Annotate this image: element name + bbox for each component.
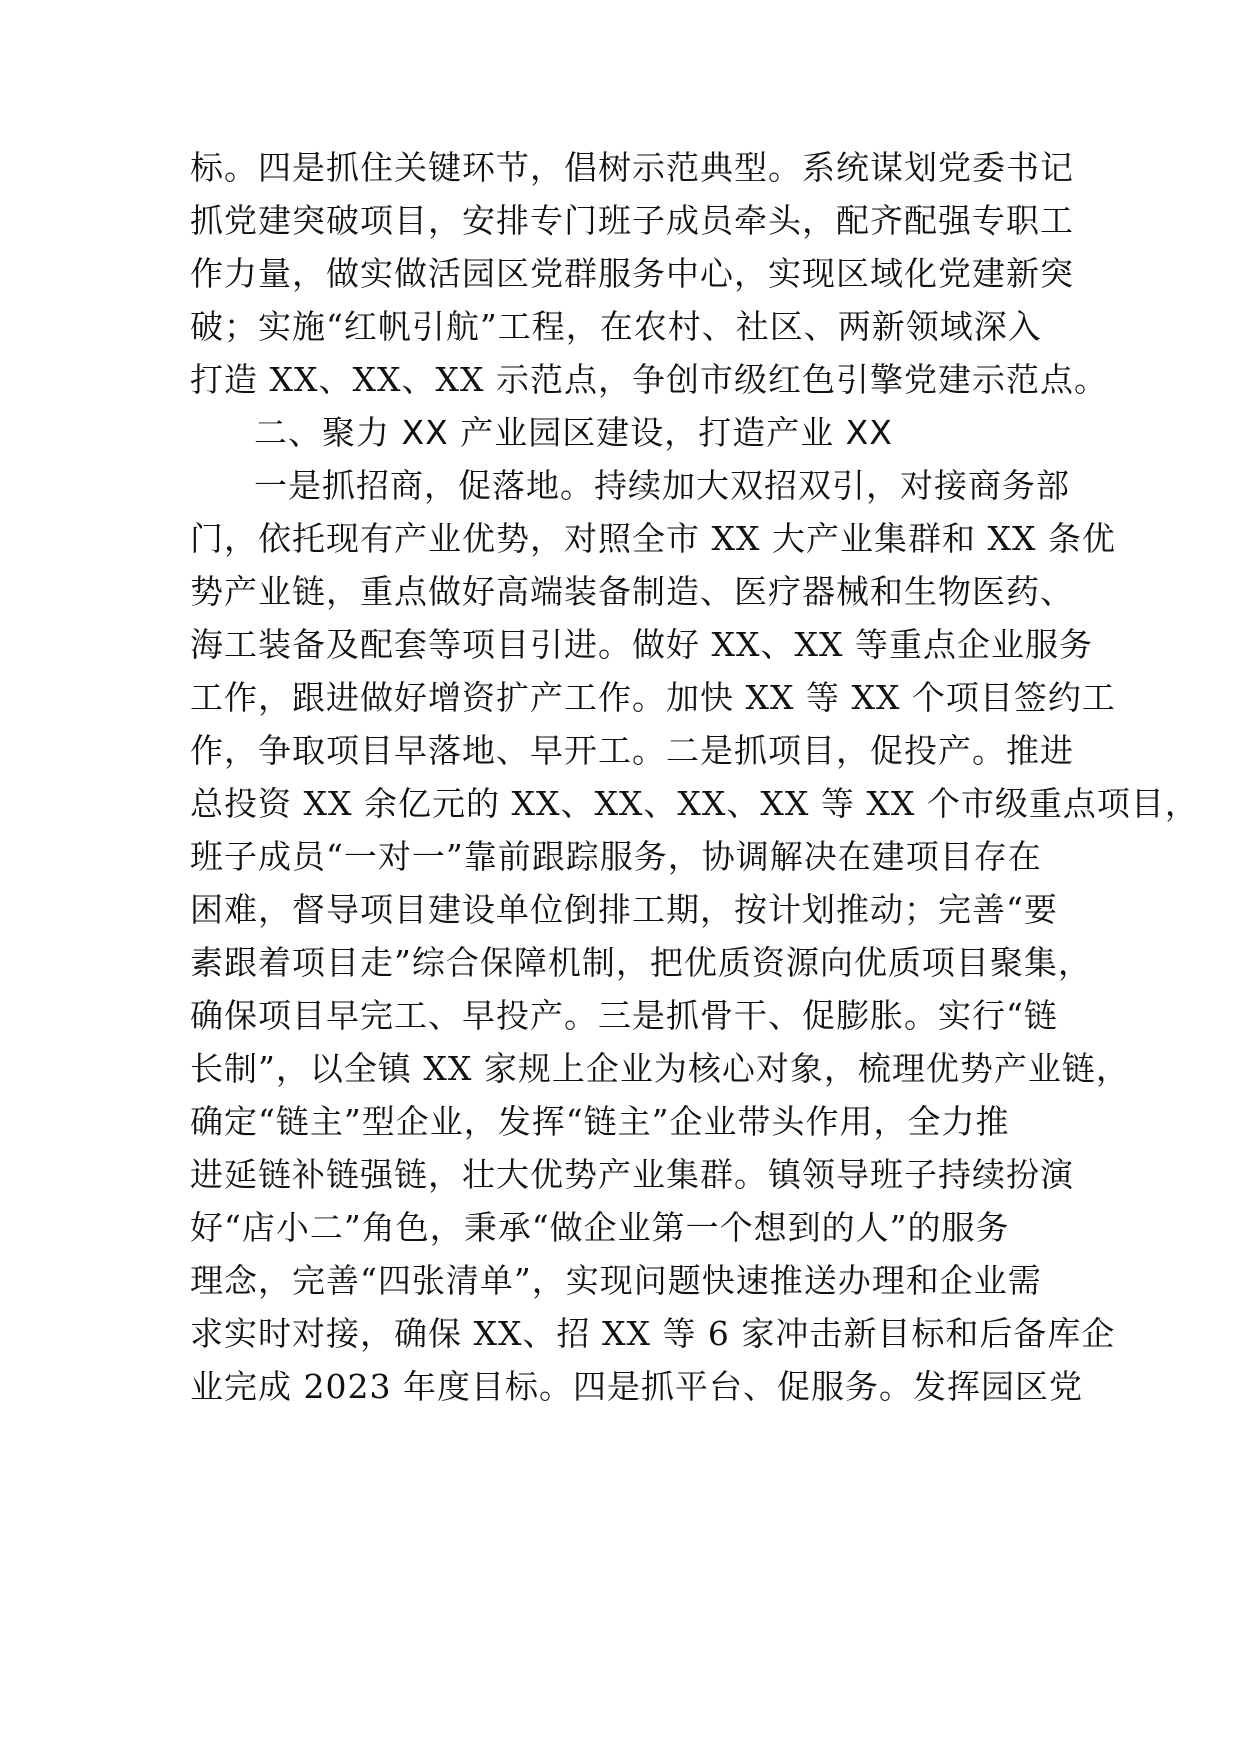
section-heading: 二、聚力 XX 产业园区建设，打造产业 XX bbox=[254, 413, 893, 452]
text-line: 工作，跟进做好增资扩产工作。加快 XX 等 XX 个项目签约工 bbox=[190, 678, 1116, 717]
text-line: 总投资 XX 余亿元的 XX、XX、XX、XX 等 XX 个市级重点项目， bbox=[190, 784, 1199, 823]
text-line: 进延链补链强链，壮大优势产业集群。镇领导班子持续扮演 bbox=[190, 1155, 1074, 1194]
text-line: 抓党建突破项目，安排专门班子成员牵头，配齐配强专职工 bbox=[190, 201, 1074, 240]
text-line: 求实时对接，确保 XX、招 XX 等 6 家冲击新目标和后备库企 bbox=[190, 1314, 1116, 1353]
text-line: 确保项目早完工、早投产。三是抓骨干、促膨胀。实行“链 bbox=[190, 996, 1058, 1035]
text-line: 破；实施“红帆引航”工程，在农村、社区、两新领域深入 bbox=[190, 307, 1042, 346]
text-line: 打造 XX、XX、XX 示范点，争创市级红色引擎党建示范点。 bbox=[190, 360, 1108, 399]
text-line: 势产业链，重点做好高端装备制造、医疗器械和生物医药、 bbox=[190, 572, 1074, 611]
text-line: 海工装备及配套等项目引进。做好 XX、XX 等重点企业服务 bbox=[190, 625, 1093, 664]
text-line: 作力量，做实做活园区党群服务中心，实现区域化党建新突 bbox=[190, 254, 1074, 293]
text-line: 好“店小二”角色，秉承“做企业第一个想到的人”的服务 bbox=[190, 1208, 1010, 1247]
text-line: 困难，督导项目建设单位倒排工期，按计划推动；完善“要 bbox=[190, 890, 1058, 929]
text-line: 门，依托现有产业优势，对照全市 XX 大产业集群和 XX 条优 bbox=[190, 519, 1116, 558]
text-line: 标。四是抓住关键环节，倡树示范典型。系统谋划党委书记 bbox=[190, 148, 1074, 187]
text-line: 业完成 2023 年度目标。四是抓平台、促服务。发挥园区党 bbox=[190, 1367, 1083, 1406]
text-line: 班子成员“一对一”靠前跟踪服务，协调解决在建项目存在 bbox=[190, 837, 1042, 876]
text-line: 长制”，以全镇 XX 家规上企业为核心对象，梳理优势产业链， bbox=[190, 1049, 1130, 1088]
text-line: 作，争取项目早落地、早开工。二是抓项目，促投产。推进 bbox=[190, 731, 1074, 770]
text-line: 确定“链主”型企业，发挥“链主”企业带头作用，全力推 bbox=[190, 1102, 1010, 1141]
text-line: 理念，完善“四张清单”，实现问题快速推送办理和企业需 bbox=[190, 1261, 1042, 1300]
paragraph-first-line: 一是抓招商，促落地。持续加大双招双引，对接商务部 bbox=[254, 466, 1070, 505]
text-line: 素跟着项目走”综合保障机制，把优质资源向优质项目聚集， bbox=[190, 943, 1092, 982]
